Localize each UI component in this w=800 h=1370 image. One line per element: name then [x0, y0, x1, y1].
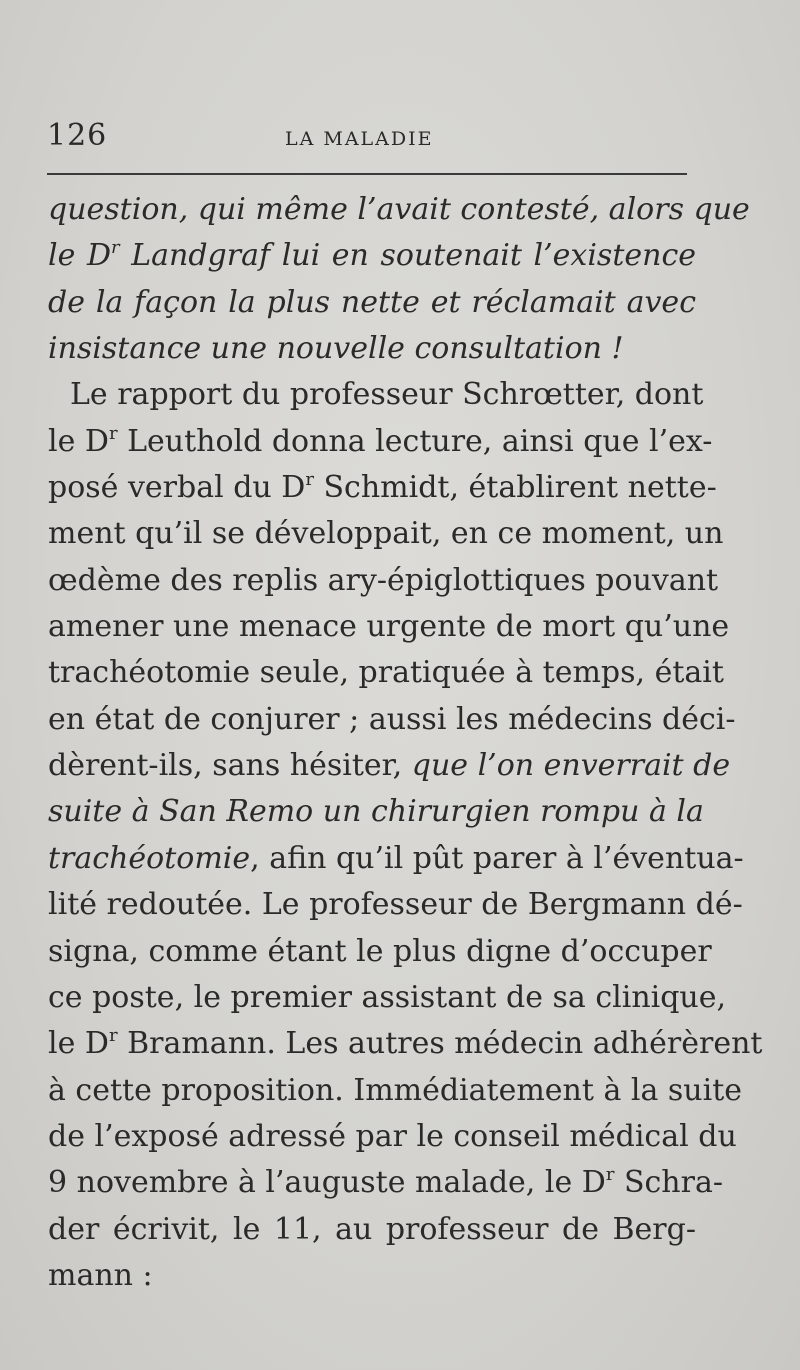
text-segment: insistance une nouvelle consultation ! [48, 331, 624, 367]
text-segment: 9 novembre à l’auguste malade, le D [48, 1165, 606, 1201]
text-line [48, 465, 717, 511]
text-segment: œdème des replis ary-épiglottiques pouvant [48, 562, 719, 598]
text-segment: suite à San Remo un chirurgien rompu à la [48, 794, 704, 830]
text-segment: trachéotomie seule, pratiquée à temps, était [48, 655, 724, 691]
text-segment: ment qu’il se développait, en ce moment, un [48, 516, 724, 552]
text-segment: en état de conjurer ; aussi les médecins déci- [48, 701, 736, 737]
text-segment: der écrivit, le 11, au professeur de Berg- [48, 1211, 696, 1247]
page-header [47, 118, 687, 158]
superscript: r [111, 237, 120, 259]
running-head: LA MALADIE [285, 128, 434, 150]
text-segment: le D [48, 238, 112, 274]
text-segment: Schra- [614, 1165, 723, 1201]
text-segment: Schmidt, établirent nette- [313, 470, 717, 506]
text-line [48, 882, 743, 928]
text-line [48, 650, 724, 696]
text-segment: trachéotomie [48, 840, 251, 876]
text-segment: de l’exposé adressé par le conseil médical du [48, 1118, 737, 1154]
text-segment: Le rapport du professeur Schrœtter, dont [70, 377, 704, 413]
text-segment: de la façon la plus nette et réclamait avec [48, 284, 696, 320]
text-line [48, 1068, 743, 1114]
superscript: r [108, 1025, 118, 1047]
text-line [48, 1114, 737, 1160]
text-segment: signa, comme étant le plus digne d’occuper [48, 933, 712, 969]
text-segment: dèrent-ils, sans hésiter, [48, 748, 412, 784]
text-segment: à cette proposition. Immédiatement à la suite [48, 1072, 743, 1108]
text-line [48, 1207, 696, 1253]
text-line [48, 419, 713, 465]
page-number: 126 [47, 118, 108, 153]
text-line [48, 326, 696, 372]
text-line [48, 697, 736, 743]
text-line [48, 187, 750, 233]
text-line [48, 558, 719, 604]
text-line [48, 280, 696, 326]
text-line [48, 743, 731, 789]
text-line [48, 836, 744, 882]
text-segment: Leuthold donna lecture, ainsi que l’ex- [117, 423, 713, 459]
text-line [48, 975, 727, 1021]
text-segment: Bramann. Les autres médecin adhérèrent [117, 1026, 763, 1062]
text-segment: lité redoutée. Le professeur de Bergmann dé- [48, 887, 743, 923]
text-segment: ce poste, le premier assistant de sa clinique, [48, 979, 727, 1015]
text-line [48, 604, 730, 650]
text-segment: Landgraf lui en soutenait l’existence [119, 238, 697, 274]
text-segment: amener une menace urgente de mort qu’une [48, 609, 730, 645]
text-line [48, 1253, 696, 1299]
text-line [48, 1160, 723, 1206]
header-rule [47, 173, 687, 175]
body-text [48, 187, 763, 1299]
text-line [48, 372, 704, 418]
text-line [48, 1021, 763, 1067]
text-line [48, 233, 696, 279]
text-segment: mann : [48, 1257, 153, 1293]
text-line [48, 929, 712, 975]
text-segment: posé verbal du D [48, 470, 306, 506]
text-segment: , afin qu’il pût parer à l’éventua- [250, 840, 744, 876]
text-line [48, 511, 724, 557]
text-segment: le D [48, 1026, 109, 1062]
text-line [48, 789, 704, 835]
superscript: r [305, 469, 314, 491]
text-segment: que l’on enverrait de [411, 748, 731, 784]
superscript: r [605, 1164, 615, 1186]
superscript: r [108, 422, 118, 444]
text-segment: le D [48, 423, 109, 459]
text-segment: question, qui même l’avait contesté, alors que [48, 192, 750, 227]
